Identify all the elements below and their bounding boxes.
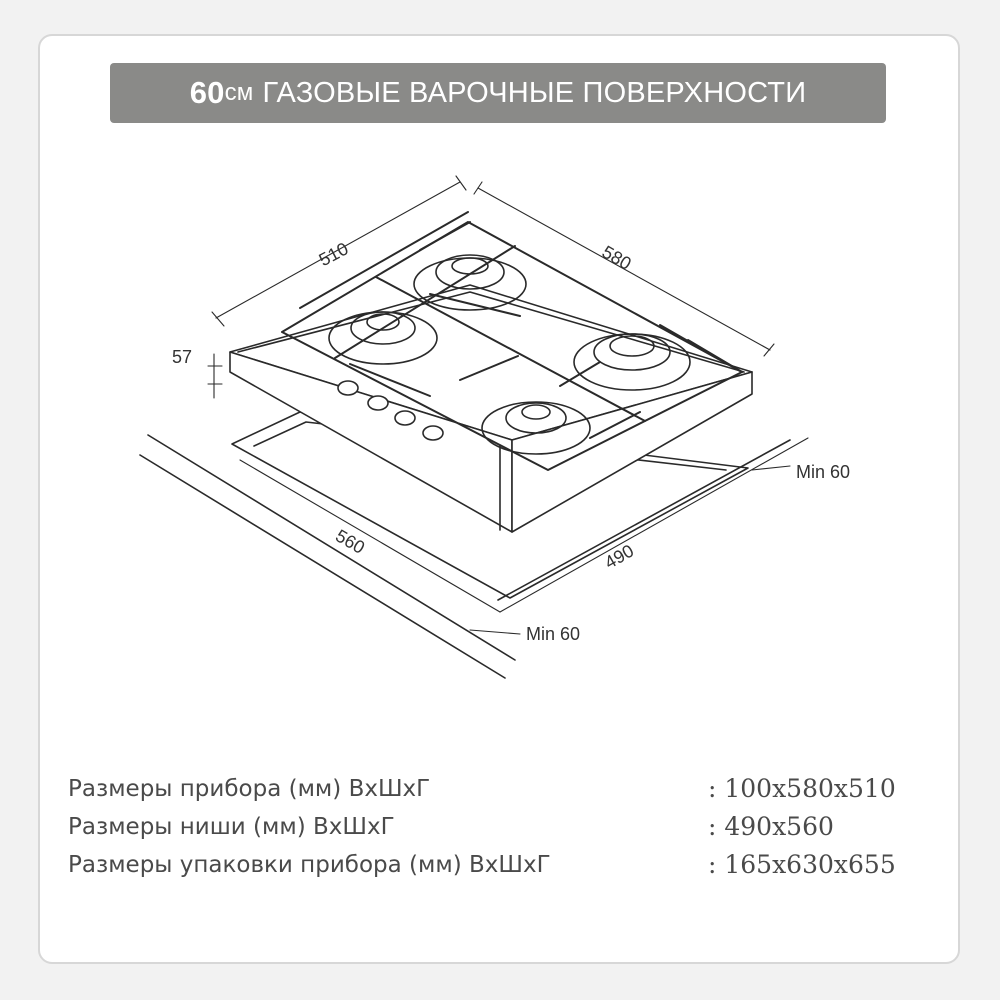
width-label: 580	[598, 241, 635, 274]
height-label: 57	[172, 347, 193, 367]
spec-row-appliance	[68, 770, 938, 808]
niche-depth-label: 490	[601, 540, 638, 573]
spec-value: : 100x580x510	[708, 774, 896, 803]
min-right-label: Min 60	[796, 462, 851, 482]
depth-label: 510	[315, 238, 352, 271]
spec-label: Размеры прибора (мм) ВхШхГ	[68, 776, 431, 802]
title-size: 60	[189, 75, 225, 110]
min-front-label: Min 60	[526, 624, 581, 644]
spec-label: Размеры ниши (мм) ВхШхГ	[68, 814, 395, 840]
spec-row-package	[68, 846, 938, 884]
spec-table	[68, 770, 938, 884]
title-unit: см	[224, 79, 254, 106]
niche-width-label: 560	[332, 525, 369, 558]
spec-label: Размеры упаковки прибора (мм) ВхШхГ	[68, 852, 551, 878]
spec-value: : 165x630x655	[708, 850, 896, 879]
spec-value: : 490x560	[708, 812, 834, 841]
title-text: ГАЗОВЫЕ ВАРОЧНЫЕ ПОВЕРХНОСТИ	[262, 76, 807, 109]
spec-row-niche	[68, 808, 938, 846]
hob-body	[230, 285, 752, 532]
